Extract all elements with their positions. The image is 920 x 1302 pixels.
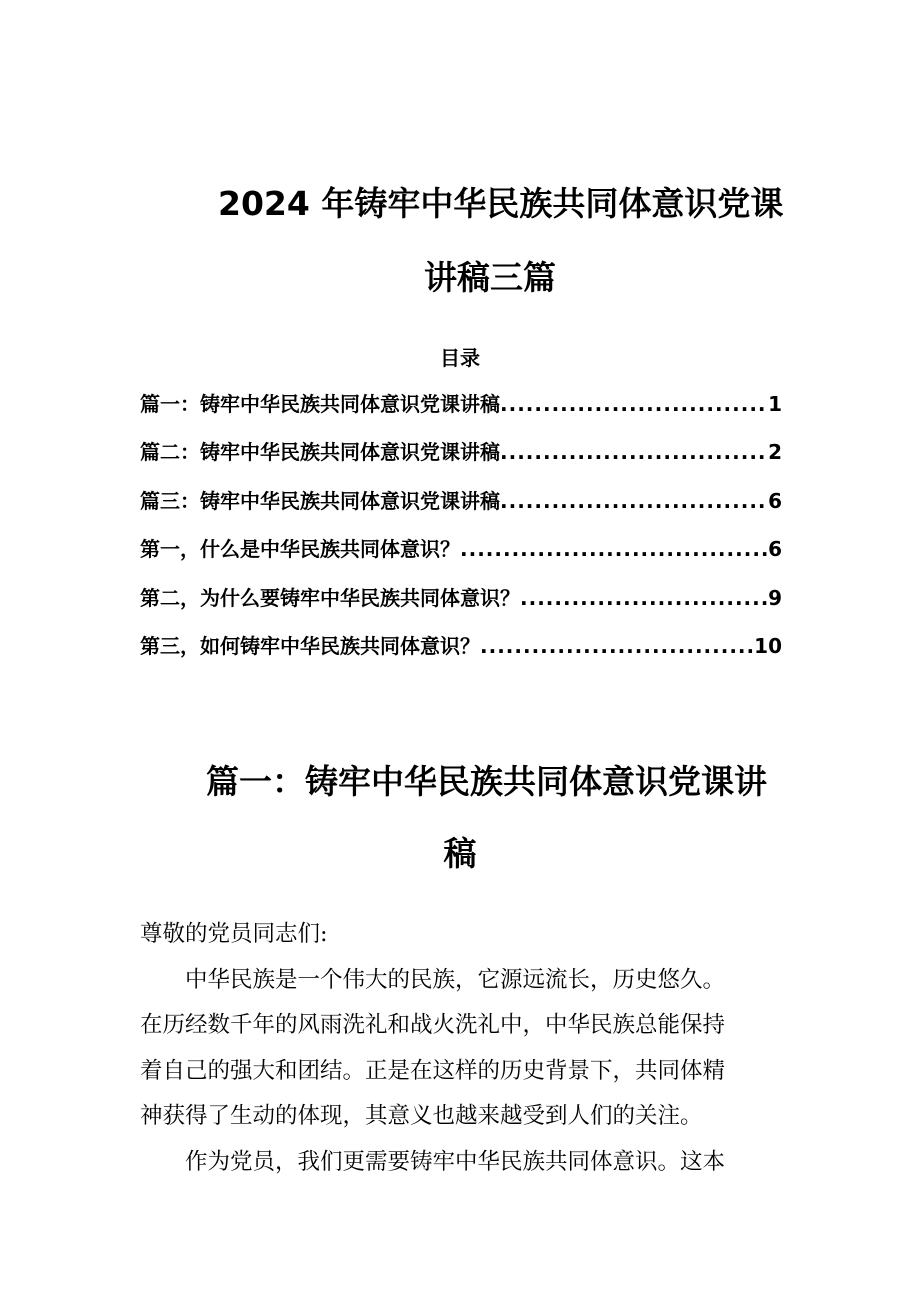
section-body bbox=[140, 912, 800, 1185]
body-paragraph bbox=[140, 958, 800, 1140]
toc-entry-text: 篇一：铸牢中华民族共同体意识党课讲稿 bbox=[140, 392, 500, 416]
toc-page-number: 1 bbox=[768, 392, 782, 416]
paragraph-line: 作为党员，我们更需要铸牢中华民族共同体意识。这本 bbox=[185, 1148, 726, 1175]
toc-entry-text: 第一，什么是中华民族共同体意识？ bbox=[140, 537, 460, 562]
paragraph-line: 中华民族是一个伟大的民族，它源远流长，历史悠久。 bbox=[185, 966, 726, 993]
toc-dot-leader bbox=[500, 392, 768, 416]
paragraph-line: 着自己的强大和团结。正是在这样的历史背景下，共同体精 bbox=[140, 1057, 726, 1084]
toc-entry-text: 第二，为什么要铸牢中华民族共同体意识？ bbox=[140, 585, 520, 610]
toc-entry-text: 篇三：铸牢中华民族共同体意识党课讲稿 bbox=[140, 488, 500, 513]
document-title-line-1: 2024 年铸牢中华民族共同体意识党课 bbox=[218, 184, 784, 223]
section-title-line-2: 稿 bbox=[443, 834, 477, 873]
toc-page-number: 2 bbox=[768, 440, 782, 465]
toc-dot-leader bbox=[500, 489, 768, 513]
toc-dot-leader bbox=[500, 440, 768, 464]
section-title-line-1: 篇一：铸牢中华民族共同体意识党课讲 bbox=[206, 762, 767, 801]
salutation: 尊敬的党员同志们: bbox=[140, 921, 328, 947]
toc-entry[interactable] bbox=[140, 533, 782, 581]
toc-entry[interactable] bbox=[140, 582, 782, 630]
toc-entry[interactable] bbox=[140, 436, 782, 484]
toc-dot-leader bbox=[480, 634, 754, 658]
toc-entry-text: 篇二：铸牢中华民族共同体意识党课讲稿 bbox=[140, 440, 500, 465]
body-paragraph bbox=[140, 1140, 800, 1186]
toc-page-number: 9 bbox=[768, 585, 782, 610]
toc-entry-text: 第三，如何铸牢中华民族共同体意识？ bbox=[140, 633, 480, 658]
document-title-line-2: 讲稿三篇 bbox=[424, 258, 556, 297]
toc-page-number: 6 bbox=[768, 537, 782, 562]
table-of-contents bbox=[140, 388, 782, 678]
toc-entry[interactable] bbox=[140, 388, 782, 436]
toc-dot-leader bbox=[460, 537, 768, 561]
toc-page-number: 10 bbox=[754, 633, 782, 658]
toc-page-number: 6 bbox=[768, 488, 782, 513]
paragraph-line: 在历经数千年的风雨洗礼和战火洗礼中，中华民族总能保持 bbox=[140, 1012, 726, 1038]
toc-heading: 目录 bbox=[440, 346, 480, 370]
toc-entry[interactable] bbox=[140, 630, 782, 678]
toc-dot-leader bbox=[520, 586, 768, 610]
paragraph-line: 神获得了生动的体现，其意义也越来越受到人们的关注。 bbox=[140, 1103, 703, 1129]
toc-entry[interactable] bbox=[140, 485, 782, 533]
